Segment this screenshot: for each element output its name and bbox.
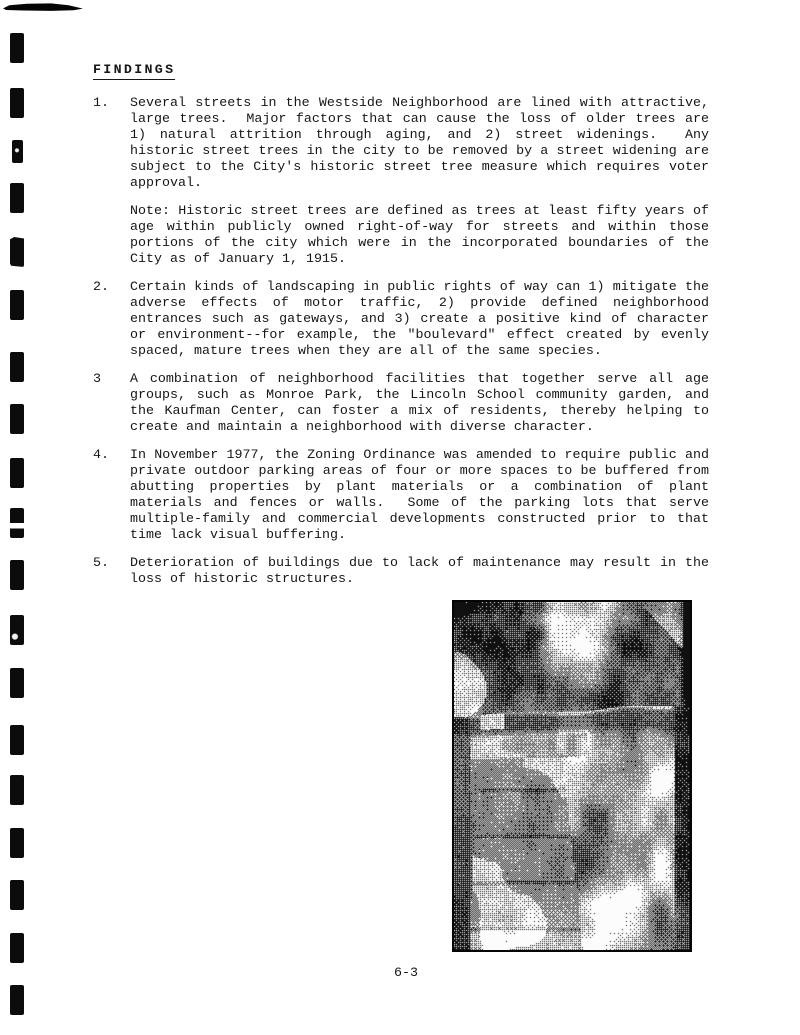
page-content: [93, 63, 709, 600]
garden-path-photo-canvas: [454, 602, 690, 950]
finding-text: Several streets in the Westside Neighborhood are lined with attractive, large trees. Major factors that can cause the loss of older trees are 1) natural attrition through aging, and 2) street widenings. Any historic street trees in the city to be removed by a street widening are subject to the City's historic street tree measure which requires voter approval.: [130, 96, 709, 191]
binding-mark: [10, 33, 24, 63]
finding-item: [93, 204, 709, 268]
finding-number: 5.: [93, 556, 109, 571]
binding-mark: [10, 508, 24, 538]
finding-text: Certain kinds of landscaping in public rights of way can 1) mitigate the adverse effects of motor traffic, 2) provide defined neighborhood entrances such as gateways, and 3) create a positive kind of character or environment--for example, the "boulevard" effect created by evenly spaced, mature trees when they are all of the same species.: [130, 280, 709, 359]
finding-text: In November 1977, the Zoning Ordinance was amended to require public and private outdoor parking areas of four or more spaces to be buffered from abutting properties by plant materials or a combination of plant materials and fences or walls. Some of the parking lots that serve multiple-family and commercial developments constructed prior to that time lack visual buffering.: [130, 448, 709, 543]
finding-item: [93, 448, 709, 544]
binding-mark: [10, 668, 24, 698]
finding-text: Note: Historic street trees are defined as trees at least fifty years of age within publicly owned right-of-way for streets and within those portions of the city which were in the incorporated boundaries of the City as of January 1, 1915.: [130, 204, 709, 267]
finding-number: 1.: [93, 96, 109, 111]
binding-mark: [10, 828, 24, 858]
binding-marks-strip: [0, 0, 40, 1035]
binding-mark: [10, 404, 24, 434]
binding-mark: [10, 290, 24, 320]
findings-list: [93, 96, 709, 588]
binding-mark: [10, 725, 24, 755]
finding-number: 3: [93, 372, 101, 387]
binding-mark: [10, 88, 24, 118]
finding-item: [93, 556, 709, 588]
binding-mark: [10, 880, 24, 910]
binding-mark: [10, 985, 24, 1015]
binding-mark: [10, 560, 24, 590]
finding-item: [93, 280, 709, 360]
binding-mark: [10, 237, 24, 267]
binding-mark: [10, 183, 24, 213]
binding-mark: [10, 775, 24, 805]
page-title: FINDINGS: [93, 63, 176, 78]
finding-text: Deterioration of buildings due to lack of maintenance may result in the loss of historic structures.: [130, 556, 709, 587]
page-number: 6-3: [394, 966, 418, 981]
binding-mark: [10, 458, 24, 488]
garden-path-photo: [452, 600, 692, 952]
binding-mark: [10, 933, 24, 963]
finding-text: A combination of neighborhood facilities that together serve all age groups, such as Monroe Park, the Lincoln School community garden, and the Kaufman Center, can foster a mix of residents, thereby helping to create and maintain a neighborhood with diverse character.: [130, 372, 709, 435]
finding-item: [93, 372, 709, 436]
finding-number: 2.: [93, 280, 109, 295]
finding-number: 4.: [93, 448, 109, 463]
binding-mark: [10, 352, 24, 382]
binding-mark: [10, 615, 24, 645]
finding-item: [93, 96, 709, 192]
binding-mark: [12, 140, 23, 163]
